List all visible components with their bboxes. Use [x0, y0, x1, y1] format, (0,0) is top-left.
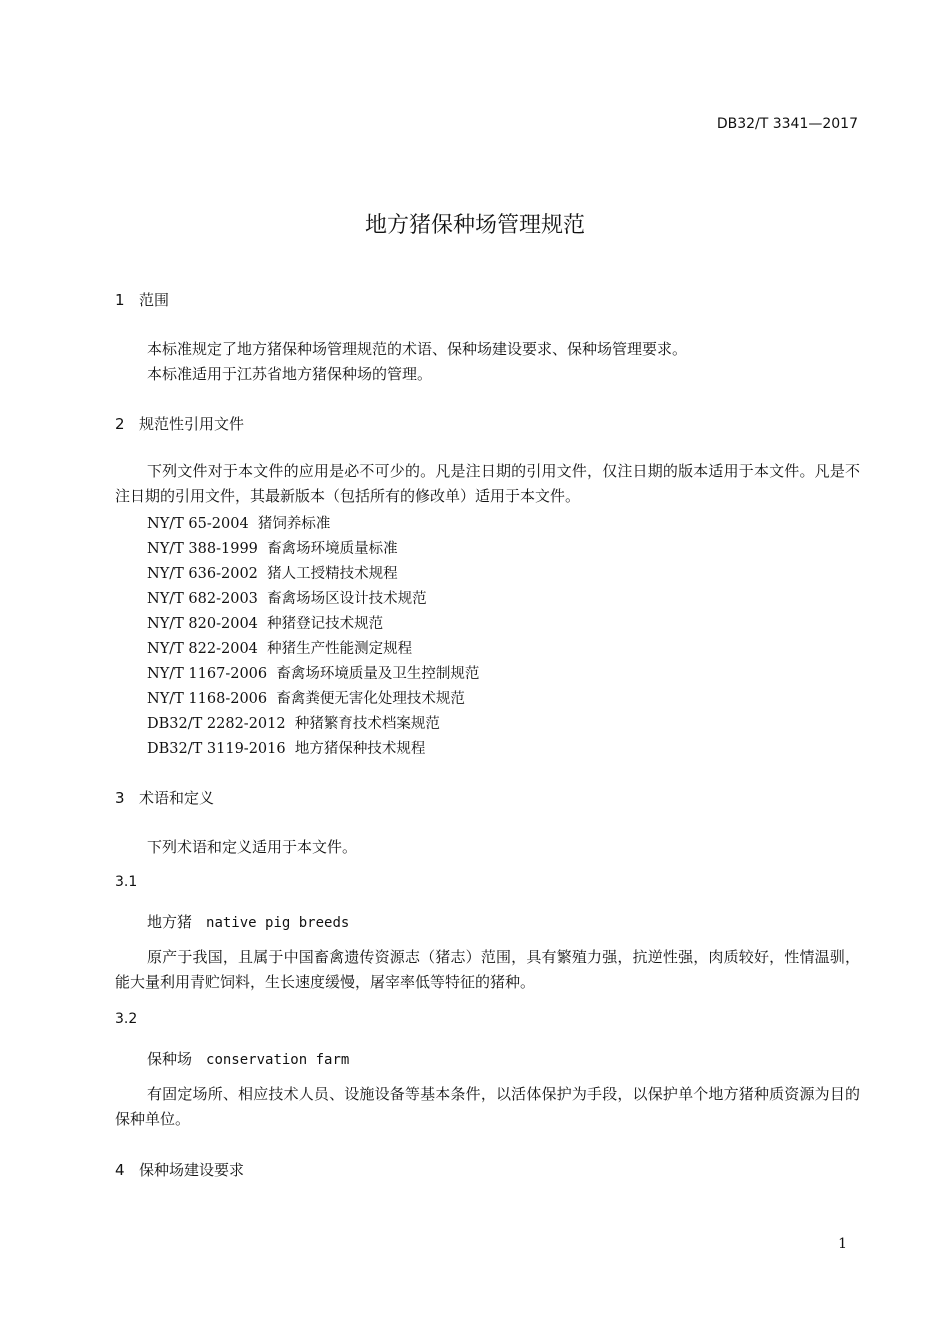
section-number: 3 — [115, 789, 125, 807]
term-english: native pig breeds — [206, 915, 350, 931]
term-entry — [147, 911, 349, 932]
reference-item — [147, 587, 427, 608]
reference-title: 畜禽场环境质量及卫生控制规范 — [276, 666, 480, 682]
term-english: conservation farm — [206, 1052, 350, 1068]
paragraph: 下列文件对于本文件的应用是必不可少的。凡是注日期的引用文件，仅注日期的版本适用于本文件。凡是不注日期的引用文件，其最新版本（包括所有的修改单）适用于本文件。 — [115, 462, 860, 505]
reference-code: NY/T 1167-2006 — [147, 666, 268, 682]
reference-title: 畜禽场环境质量标准 — [267, 541, 398, 557]
document-title: 地方猪保种场管理规范 — [364, 213, 585, 238]
reference-title: 猪饲养标准 — [257, 516, 331, 532]
reference-title: 猪人工授精技术规程 — [267, 566, 398, 582]
reference-code: DB32/T 2282-2012 — [147, 716, 286, 732]
reference-item — [147, 562, 398, 583]
term-chinese: 地方猪 — [147, 913, 193, 931]
section-title: 规范性引用文件 — [139, 415, 245, 433]
reference-code: NY/T 1168-2006 — [147, 691, 268, 707]
section-heading-scope — [115, 289, 169, 310]
section-title: 术语和定义 — [139, 789, 215, 807]
section-title: 保种场建设要求 — [139, 1161, 245, 1179]
reference-item — [147, 712, 440, 733]
term-chinese: 保种场 — [147, 1050, 193, 1068]
reference-code: NY/T 65-2004 — [147, 516, 249, 532]
paragraph: 本标准规定了地方猪保种场管理规范的术语、保种场建设要求、保种场管理要求。 — [147, 340, 688, 358]
reference-title: 畜禽场场区设计技术规范 — [267, 591, 427, 607]
section-title: 范围 — [139, 291, 170, 309]
reference-code: NY/T 388-1999 — [147, 541, 258, 557]
paragraph: 本标准适用于江苏省地方猪保种场的管理。 — [147, 365, 433, 383]
section-heading-terms — [115, 787, 214, 808]
reference-item — [147, 612, 383, 633]
reference-code: NY/T 636-2002 — [147, 566, 258, 582]
reference-title: 畜禽粪便无害化处理技术规范 — [276, 691, 465, 707]
reference-title: 地方猪保种技术规程 — [294, 741, 426, 757]
section-heading-farm-construction — [115, 1159, 244, 1180]
subsection-number: 3.1 — [115, 874, 138, 890]
reference-item — [147, 662, 479, 683]
section-number: 2 — [115, 415, 125, 433]
reference-title: 种猪登记技术规范 — [267, 616, 384, 632]
reference-item — [147, 737, 425, 758]
reference-item — [147, 512, 330, 533]
section-number: 4 — [115, 1161, 125, 1179]
term-entry — [147, 1048, 349, 1069]
document-code: DB32/T 3341—2017 — [716, 116, 858, 132]
reference-item — [147, 537, 398, 558]
section-heading-normative-references — [115, 413, 244, 434]
reference-code: DB32/T 3119-2016 — [147, 741, 286, 757]
subsection-number: 3.2 — [115, 1011, 138, 1027]
reference-code: NY/T 822-2004 — [147, 641, 258, 657]
term-definition: 原产于我国，且属于中国畜禽遗传资源志（猪志）范围，具有繁殖力强，抗逆性强，肉质较好，性情温驯，能大量利用青贮饲料，生长速度缓慢，屠宰率低等特征的猪种。 — [115, 948, 860, 991]
section-number: 1 — [115, 291, 125, 309]
term-definition: 有固定场所、相应技术人员、设施设备等基本条件，以活体保护为手段，以保护单个地方猪种质资源为目的保种单位。 — [115, 1085, 860, 1128]
reference-item — [147, 687, 465, 708]
reference-title: 种猪生产性能测定规程 — [267, 641, 413, 657]
reference-code: NY/T 682-2003 — [147, 591, 258, 607]
reference-item — [147, 637, 412, 658]
reference-title: 种猪繁育技术档案规范 — [294, 716, 440, 732]
page-number: 1 — [838, 1236, 847, 1252]
paragraph: 下列术语和定义适用于本文件。 — [147, 838, 358, 856]
reference-code: NY/T 820-2004 — [147, 616, 258, 632]
